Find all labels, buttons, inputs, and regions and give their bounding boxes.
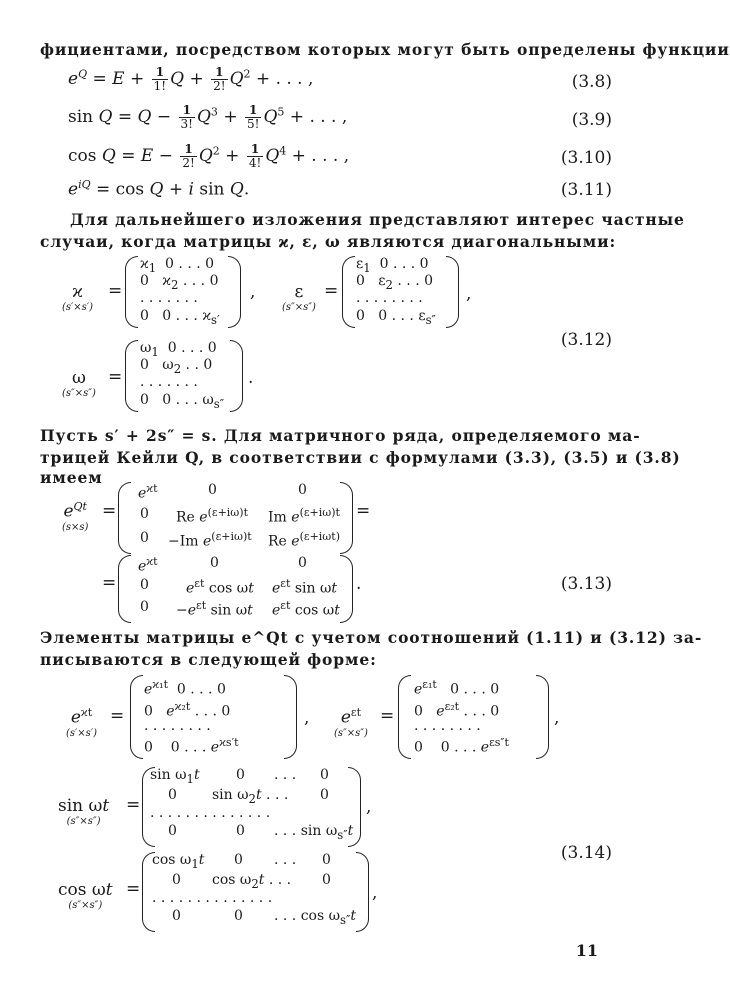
paragraph-3-line-1: Элементы матрицы e^Qt с учетом соотношений (1.11) и (3.12) за- [40, 628, 703, 647]
equation-number-3-9: (3.9) [571, 110, 612, 130]
eQt-matrix-2: $e^{ϰt}$ 0 0 0 $e^{\varepsilon t}$ cos ωt $e^{\varepsilon t}$ sin ωt 0 $-e^{\varepsilon t}$ sin ωt $e^{\varepsilon t}$ cos ωt [138, 555, 340, 619]
equation-number-3-13: (3.13) [560, 574, 612, 594]
eQt-matrix-1: $e^{ϰt}$ 0 0 0 Re $e^{(\varepsilon+i\omega)t}$ Im $e^{(\varepsilon+i\omega)t}$ 0 −Im $e^{(\varepsilon+i\omega)t}$ Re $e^{(\varepsilon+i\omega t)}$ [138, 482, 340, 550]
ekt-label: $e^{ϰt}$ (s′×s′) [66, 706, 97, 739]
omega-label: ω (s″×s″) [62, 368, 96, 399]
equation-number-3-11: (3.11) [560, 180, 612, 200]
equation-3-11: $e^{iQ} = \cos Q + i$ sin Q. [68, 178, 250, 200]
paragraph-2-line-1: Пусть s′ + 2s″ = s. Для матричного ряда, определяемого ма- [40, 426, 641, 445]
paragraph-1-line-2: случаи, когда матрицы ϰ, ε, ω являются диагональными: [40, 232, 617, 251]
eQt-label: $e^{Qt}$ (s×s) [62, 500, 89, 533]
cos-wt-matrix: $\cos \omega_1t$ 0 . . . 0 0 $\cos \omega_2t$ . . . 0 . . . . . . . . . . . . . . 0 0 . . . $\cos \omega_{s''}t$ [152, 852, 357, 927]
page-number: 11 [575, 941, 598, 960]
paragraph-2-line-3: имеем [40, 468, 103, 487]
paragraph-3-line-2: писываются в следующей форме: [40, 650, 377, 669]
intro-line: фициентами, посредством которых могут быть определены функции [40, 40, 730, 59]
sin-wt-matrix: $\sin \omega_1t$ 0 . . . 0 0 $\sin \omega_2t$ . . . 0 . . . . . . . . . . . . . . 0 0 . . . $\sin \omega_{s''}t$ [150, 767, 354, 842]
equation-number-3-8: (3.8) [571, 72, 612, 92]
equation-3-8: $e^Q = E$ + $\frac{1}{1!}$ Q + $\frac{1}{2!}$ $Q^2$ + . . . , [68, 65, 314, 93]
epsilon-label: ε (s″×s″) [282, 282, 316, 313]
paragraph-1-line-1: Для дальнейшего изложения представляют интерес частные [70, 210, 685, 229]
equation-number-3-12: (3.12) [560, 330, 612, 350]
equation-number-3-10: (3.10) [560, 148, 612, 168]
equation-number-3-14: (3.14) [560, 843, 612, 863]
eet-label: $e^{\varepsilon t}$ (s″×s″) [334, 706, 368, 739]
page: фициентами, посредством которых могут быть определены функции $e^Q = E$ + $\frac{1}{1!}$ Q + $\frac{1}{2!}$ $Q^2$ + . . . , (3.8) sin Q = Q − $\frac{1}{3!}$ $Q^3$ + $\frac{1}{5!}$ $Q^5$ + . . . , (3.9) cos Q = E − $\frac{1}{2!}$ $Q^2$ + $\frac{1}{4!}$ $Q^4$ + . . . , (3.10) $e^{iQ} = \cos Q + i$ sin Q. (3.11) Для дальнейшего изложения представляют интерес частные случаи, когда матрицы ϰ, ε, ω являются диагональными: ϰ (s′×s′) = $ϰ_1$ 0 . . . 0 0 $ϰ_2$ . . . 0 . . . . . . . 0 0 . . . $ϰ_{s'}$ , ε (s″×s″) = $\varepsilon_1$ 0 . . . 0 0 $\varepsilon_2$ . . . 0 . . . . . . . . 0 0 . . . $\varepsilon_{s''}$ , (3.12) ω (s″×s″) = $\omega_1$ 0 . . . 0 0 $\omega_2$ . . 0 . . . . . . . 0 0 . . . $\omega_{s''}$ . Пусть s′ + 2s″ = s. Для матричного ряда, определяемого ма- трицей Кейли Q, в соответствии с формулами (3.3), (3.5) и (3.8) имеем $e^{Qt}$ (s×s) = $e^{ϰt}$ 0 0 0 Re $e^{(\varepsilon+i\omega)t}$ Im $e^{(\varepsilon+i\omega)t}$ 0 −Im $e^{(\varepsilon+i\omega)t}$ Re $e^{(\varepsilon+i\omega t)}$ = = $e^{ϰt}$ 0 0 0 $e^{\varepsilon t}$ cos ωt $e^{\varepsilon t}$ sin ωt 0 $-e^{\varepsilon t}$ sin ωt $e^{\varepsilon t}$ cos ωt . (3.13) Элементы матрицы e^Qt с учетом соотношений (1.11) и (3.12) за- писываются в следующей форме: $e^{ϰt}$ (s′×s′) = $e^{ϰ_1t}$ 0 . . . 0 0 $e^{ϰ_2t}$ . . . 0 . . . . . . . . 0 0 . . . $e^{ϰs't}$ , $e^{\varepsilon t}$ (s″×s″) = $e^{\varepsilon_1t}$ 0 . . . 0 0 $e^{\varepsilon_2t}$ . . . 0 . . . . . . . . 0 0 . . . $e^{\varepsilon s''t}$ , sin ωt (s″×s″) = $\sin \omega_1t$ 0 . . . 0 0 $\sin \omega_2t$ . . . 0 . . . . . . . . . . . . . . 0 0 . . . $\sin \omega_{s''}t$ , (3.14) cos ωt (s″×s″) = $\cos \omega_1t$ 0 . . . 0 0 $\cos \omega_2t$ . . . 0 . . . . . . . . . . . . . . 0 0 . . . $\cos \omega_{s''}t$ , 11 [40, 40, 730, 960]
equation-3-10: cos Q = E − $\frac{1}{2!}$ $Q^2$ + $\frac{1}{4!}$ $Q^4$ + . . . , [68, 142, 350, 170]
kappa-label: ϰ (s′×s′) [62, 282, 93, 313]
equation-3-9: sin Q = Q − $\frac{1}{3!}$ $Q^3$ + $\frac{1}{5!}$ $Q^5$ + . . . , [68, 103, 348, 131]
cos-wt-label: cos ωt (s″×s″) [58, 880, 113, 911]
sin-wt-label: sin ωt (s″×s″) [58, 796, 110, 827]
paragraph-2-line-2: трицей Кейли Q, в соответствии с формулами (3.3), (3.5) и (3.8) [40, 448, 681, 467]
